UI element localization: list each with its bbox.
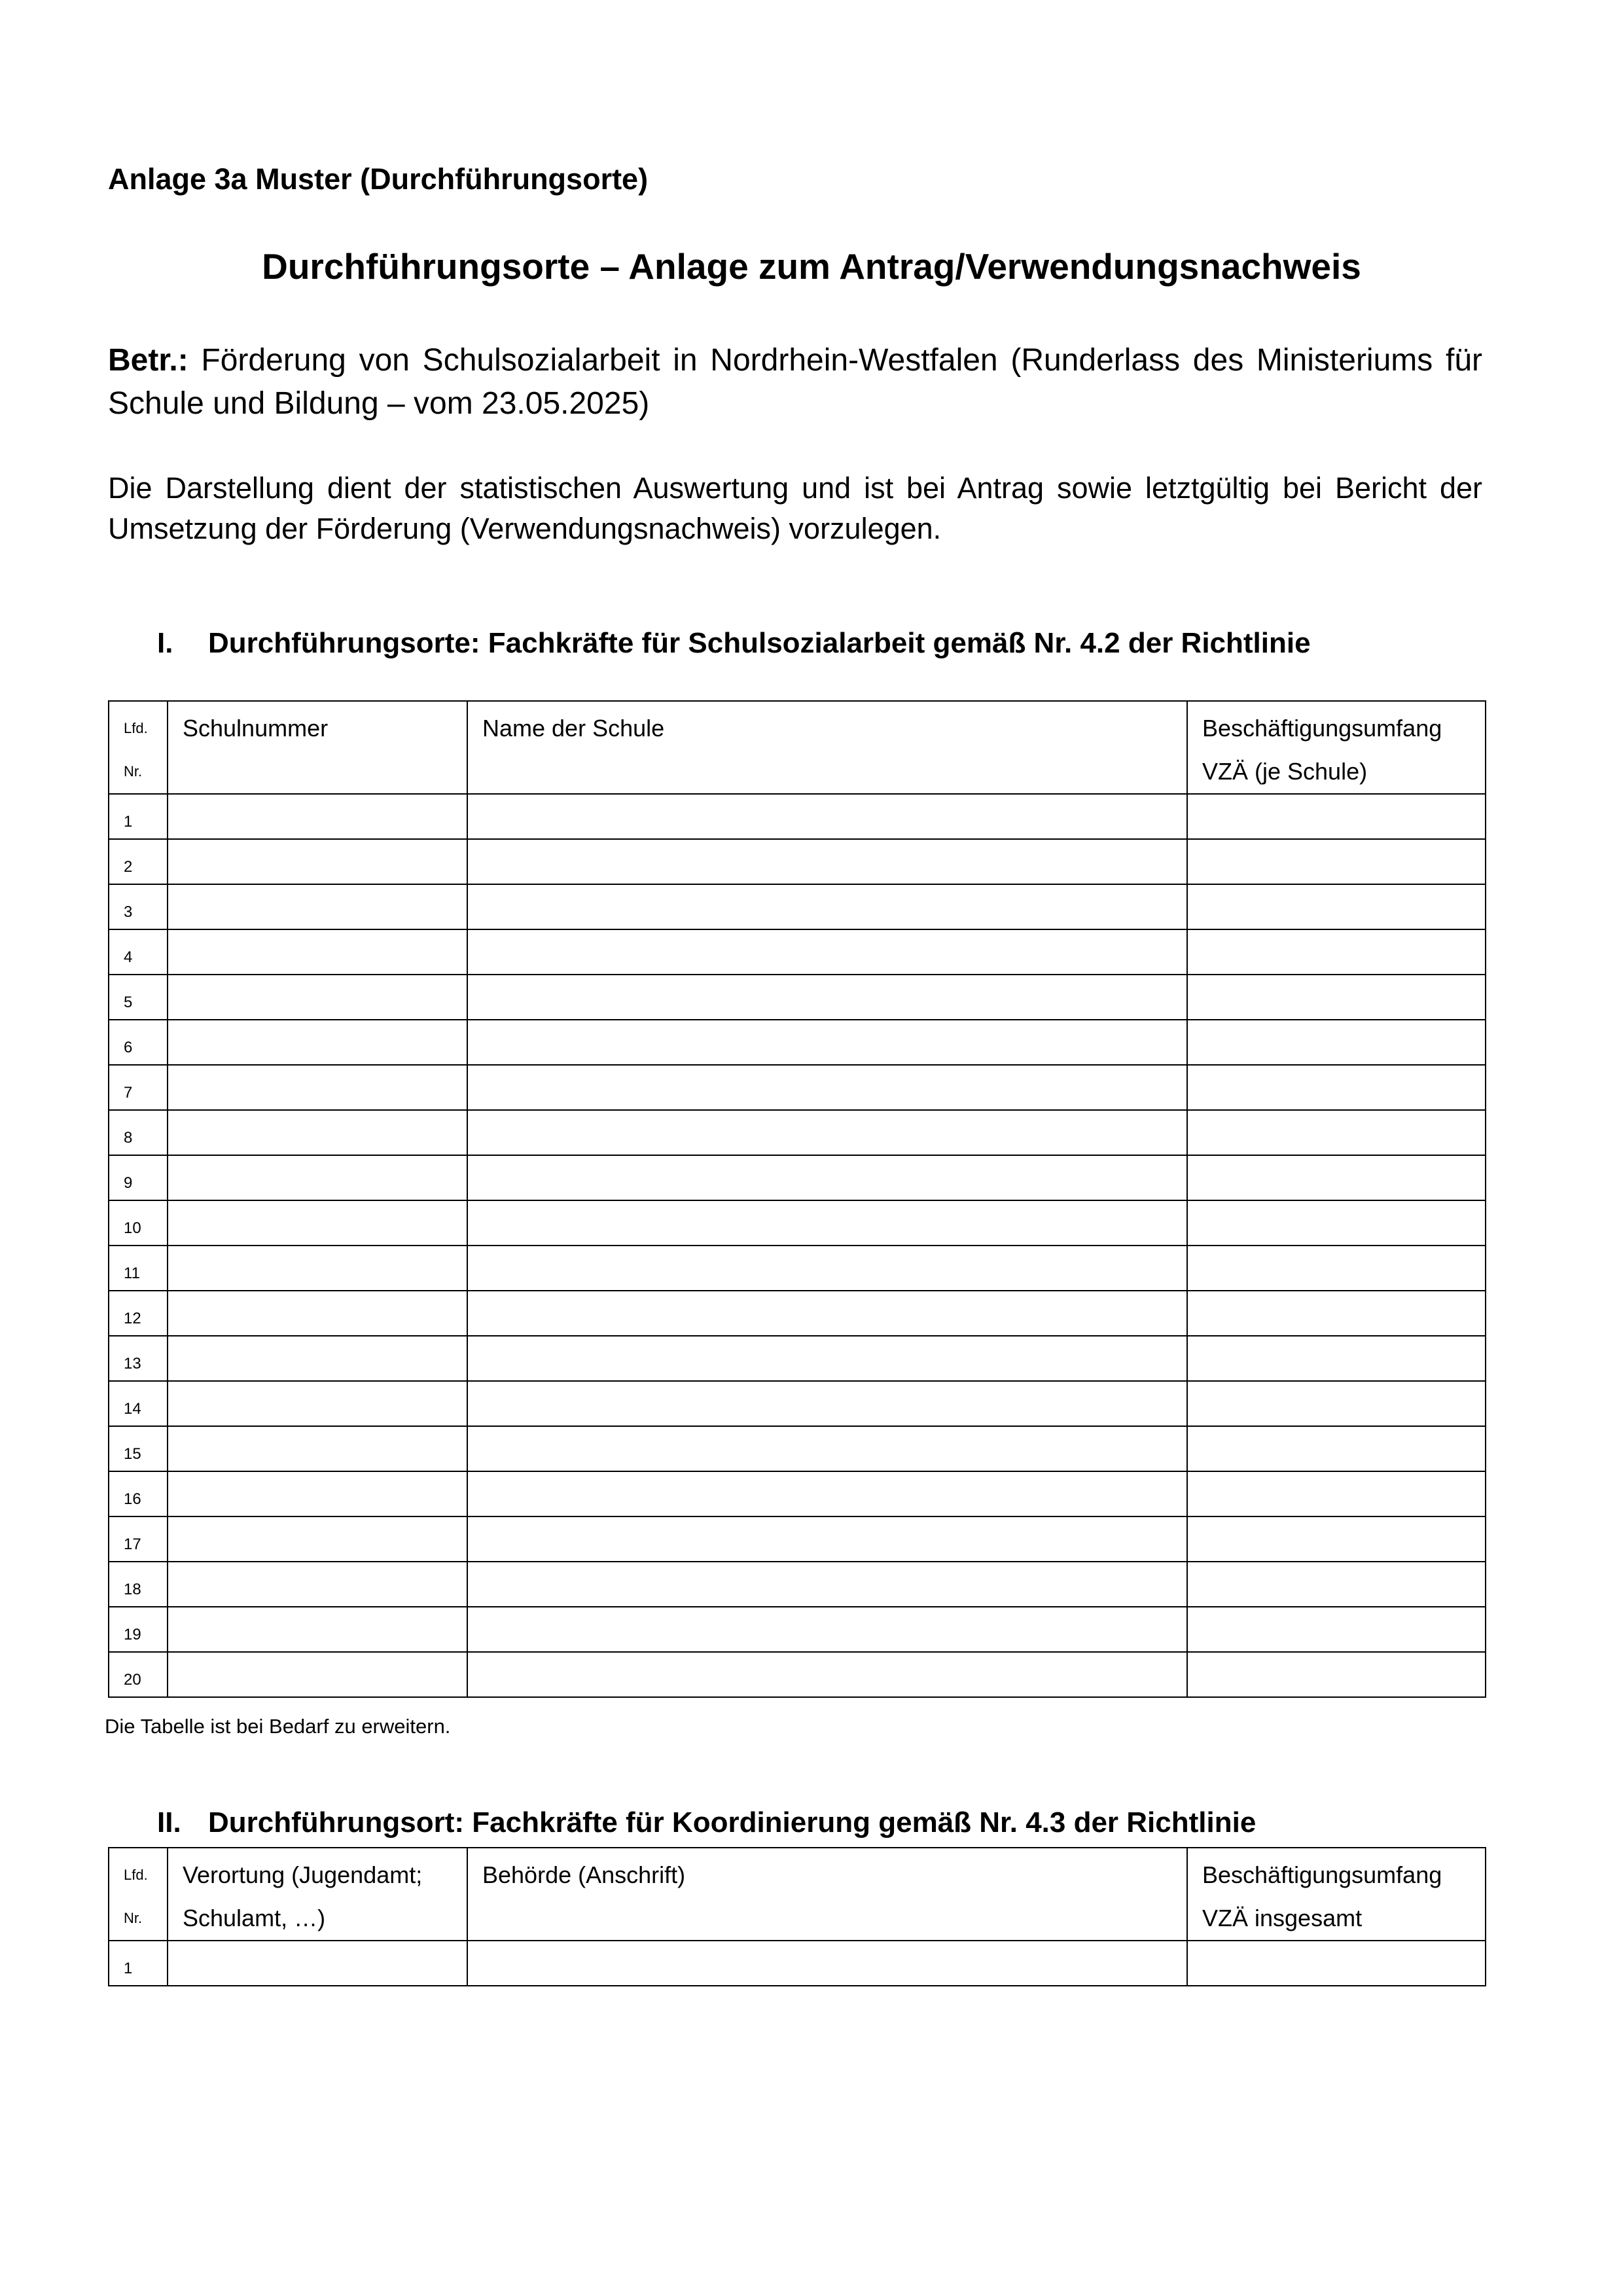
table-row <box>109 1246 1486 1291</box>
vzae-cell[interactable] <box>1187 1110 1486 1155</box>
schulnummer-cell[interactable] <box>168 1020 467 1065</box>
table-row <box>109 1562 1486 1607</box>
section1-table <box>108 700 1486 1698</box>
intro-paragraph: Die Darstellung dient der statistischen Auswertung und ist bei Antrag sowie letztgültig bei Bericht der Umsetzung der Förderung (Verwendungsnachweis) vorzulegen. <box>108 471 1482 545</box>
schulnummer-cell[interactable] <box>168 794 467 839</box>
table-row <box>109 1941 1486 1986</box>
schulnummer-cell[interactable] <box>168 839 467 884</box>
section1-title: Durchführungsorte: Fachkräfte für Schulsozialarbeit gemäß Nr. 4.2 der Richtlinie <box>208 627 1311 659</box>
vzae-cell[interactable] <box>1187 1941 1486 1986</box>
header-label-name-der-schule: Name der Schule <box>482 715 665 742</box>
table-body <box>109 1941 1486 1986</box>
header-cell-schulnummer <box>168 701 467 794</box>
row-number: 1 <box>109 794 168 839</box>
row-number: 7 <box>109 1065 168 1110</box>
nr-label: Nr. <box>124 1910 143 1926</box>
vzae-cell[interactable] <box>1187 1471 1486 1516</box>
table-row <box>109 1381 1486 1426</box>
header-label-vzae-insgesamt: VZÄ insgesamt <box>1202 1905 1363 1931</box>
name-cell[interactable] <box>467 1941 1187 1986</box>
header-label-verortung: Verortung (Jugendamt; <box>183 1861 423 1888</box>
vzae-cell[interactable] <box>1187 929 1486 975</box>
table-row <box>109 1110 1486 1155</box>
lfd-label: Lfd. <box>124 720 148 736</box>
vzae-cell[interactable] <box>1187 1652 1486 1697</box>
vzae-cell[interactable] <box>1187 794 1486 839</box>
schulnummer-cell[interactable] <box>168 1246 467 1291</box>
header-cell-lfd <box>109 701 168 794</box>
name-cell[interactable] <box>467 1652 1187 1697</box>
header-cell-lfd <box>109 1848 168 1941</box>
schulnummer-cell[interactable] <box>168 1941 467 1986</box>
row-number: 1 <box>109 1941 168 1986</box>
table-row <box>109 1471 1486 1516</box>
name-cell[interactable] <box>467 794 1187 839</box>
name-cell[interactable] <box>467 975 1187 1020</box>
row-number: 5 <box>109 975 168 1020</box>
table-row <box>109 1426 1486 1471</box>
schulnummer-cell[interactable] <box>168 1110 467 1155</box>
row-number: 4 <box>109 929 168 975</box>
table-row <box>109 1516 1486 1562</box>
header-label-schulamt: Schulamt, …) <box>183 1905 326 1931</box>
vzae-cell[interactable] <box>1187 1155 1486 1200</box>
row-number: 2 <box>109 839 168 884</box>
row-number: 9 <box>109 1155 168 1200</box>
header-cell-name-der-schule <box>467 701 1187 794</box>
schulnummer-cell[interactable] <box>168 1652 467 1697</box>
lfd-label: Lfd. <box>124 1867 148 1883</box>
row-number: 15 <box>109 1426 168 1471</box>
annex-label: Anlage 3a Muster (Durchführungsorte) <box>108 162 649 196</box>
vzae-cell[interactable] <box>1187 1607 1486 1652</box>
row-number: 13 <box>109 1336 168 1381</box>
table-row <box>109 1155 1486 1200</box>
row-number: 19 <box>109 1607 168 1652</box>
header-cell-behoerde <box>467 1848 1187 1941</box>
vzae-cell[interactable] <box>1187 1020 1486 1065</box>
name-cell[interactable] <box>467 1200 1187 1246</box>
name-cell[interactable] <box>467 929 1187 975</box>
table-row <box>109 1336 1486 1381</box>
name-cell[interactable] <box>467 1291 1187 1336</box>
name-cell[interactable] <box>467 1381 1187 1426</box>
table-row <box>109 1020 1486 1065</box>
schulnummer-cell[interactable] <box>168 1607 467 1652</box>
row-number: 17 <box>109 1516 168 1562</box>
header-cell-beschaeftigungsumfang <box>1187 1848 1486 1941</box>
name-cell[interactable] <box>467 1020 1187 1065</box>
schulnummer-cell[interactable] <box>168 1065 467 1110</box>
row-number: 18 <box>109 1562 168 1607</box>
name-cell[interactable] <box>467 1562 1187 1607</box>
section1-number: I. <box>157 627 173 659</box>
schulnummer-cell[interactable] <box>168 1291 467 1336</box>
table-row <box>109 1291 1486 1336</box>
vzae-cell[interactable] <box>1187 1246 1486 1291</box>
header-label-beschaeftigungsumfang: Beschäftigungsumfang <box>1202 715 1442 742</box>
header-label-beschaeftigungsumfang: Beschäftigungsumfang <box>1202 1861 1442 1888</box>
row-number: 6 <box>109 1020 168 1065</box>
vzae-cell[interactable] <box>1187 1291 1486 1336</box>
name-cell[interactable] <box>467 1110 1187 1155</box>
row-number: 12 <box>109 1291 168 1336</box>
schulnummer-cell[interactable] <box>168 1426 467 1471</box>
section2-number: II. <box>157 1806 181 1839</box>
table-row <box>109 929 1486 975</box>
table-row <box>109 1652 1486 1697</box>
table-row <box>109 884 1486 929</box>
section2-table <box>108 1847 1486 1986</box>
vzae-cell[interactable] <box>1187 975 1486 1020</box>
schulnummer-cell[interactable] <box>168 1516 467 1562</box>
vzae-cell[interactable] <box>1187 1336 1486 1381</box>
table-row <box>109 1607 1486 1652</box>
schulnummer-cell[interactable] <box>168 1471 467 1516</box>
schulnummer-cell[interactable] <box>168 1381 467 1426</box>
vzae-cell[interactable] <box>1187 1065 1486 1110</box>
table-row <box>109 839 1486 884</box>
table-row <box>109 975 1486 1020</box>
name-cell[interactable] <box>467 884 1187 929</box>
schulnummer-cell[interactable] <box>168 884 467 929</box>
name-cell[interactable] <box>467 1065 1187 1110</box>
header-label-vzae: VZÄ (je Schule) <box>1202 758 1368 785</box>
schulnummer-cell[interactable] <box>168 1336 467 1381</box>
vzae-cell[interactable] <box>1187 839 1486 884</box>
schulnummer-cell[interactable] <box>168 1200 467 1246</box>
vzae-cell[interactable] <box>1187 1562 1486 1607</box>
row-number: 14 <box>109 1381 168 1426</box>
name-cell[interactable] <box>467 1426 1187 1471</box>
name-cell[interactable] <box>467 1246 1187 1291</box>
name-cell[interactable] <box>467 1155 1187 1200</box>
vzae-cell[interactable] <box>1187 1516 1486 1562</box>
row-number: 20 <box>109 1652 168 1697</box>
vzae-cell[interactable] <box>1187 1200 1486 1246</box>
schulnummer-cell[interactable] <box>168 929 467 975</box>
section2-title: Durchführungsort: Fachkräfte für Koordinierung gemäß Nr. 4.3 der Richtlinie <box>208 1806 1257 1839</box>
table-row <box>109 1200 1486 1246</box>
table-body <box>109 794 1486 1697</box>
table-header-row <box>109 701 1486 794</box>
name-cell[interactable] <box>467 1516 1187 1562</box>
table-header-row <box>109 1848 1486 1941</box>
header-label-schulnummer: Schulnummer <box>183 715 329 742</box>
row-number: 3 <box>109 884 168 929</box>
vzae-cell[interactable] <box>1187 884 1486 929</box>
row-number: 10 <box>109 1200 168 1246</box>
header-label-behoerde: Behörde (Anschrift) <box>482 1861 686 1888</box>
header-cell-beschaeftigungsumfang <box>1187 701 1486 794</box>
table-row <box>109 1065 1486 1110</box>
row-number: 16 <box>109 1471 168 1516</box>
subject-paragraph <box>108 339 1482 425</box>
name-cell[interactable] <box>467 1336 1187 1381</box>
nr-label: Nr. <box>124 763 143 780</box>
schulnummer-cell[interactable] <box>168 975 467 1020</box>
table-row <box>109 794 1486 839</box>
table-note: Die Tabelle ist bei Bedarf zu erweitern. <box>105 1715 451 1738</box>
name-cell[interactable] <box>467 839 1187 884</box>
subject-text: Förderung von Schulsozialarbeit in Nordrhein-Westfalen (Runderlass des Ministeriums für Schule und Bildung – vom 23.05.2025) <box>108 343 1482 421</box>
vzae-cell[interactable] <box>1187 1381 1486 1426</box>
row-number: 11 <box>109 1246 168 1291</box>
row-number: 8 <box>109 1110 168 1155</box>
name-cell[interactable] <box>467 1607 1187 1652</box>
vzae-cell[interactable] <box>1187 1426 1486 1471</box>
subject-label: Betr.: <box>108 343 188 378</box>
schulnummer-cell[interactable] <box>168 1155 467 1200</box>
schulnummer-cell[interactable] <box>168 1562 467 1607</box>
name-cell[interactable] <box>467 1471 1187 1516</box>
header-cell-verortung <box>168 1848 467 1941</box>
document-title: Durchführungsorte – Anlage zum Antrag/Verwendungsnachweis <box>262 246 1361 287</box>
